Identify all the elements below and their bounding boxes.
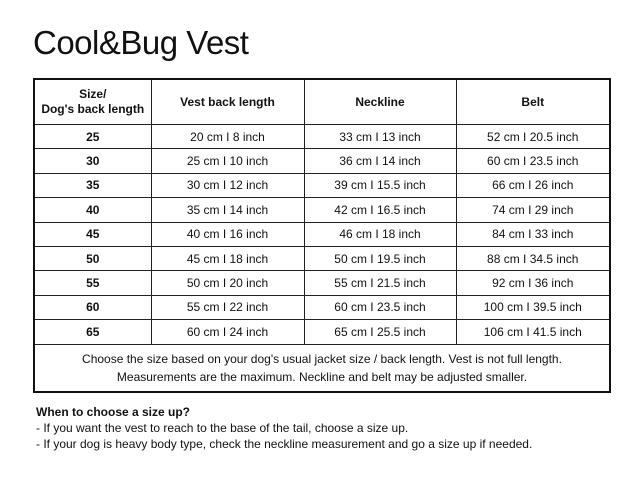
size-cell: 35	[34, 173, 151, 197]
neckline-cell: 42 cm I 16.5 inch	[304, 198, 456, 222]
neckline-cell: 39 cm I 15.5 inch	[304, 173, 456, 197]
table-row	[34, 125, 610, 149]
neckline-cell: 60 cm I 23.5 inch	[304, 295, 456, 319]
vest-cell: 35 cm I 14 inch	[151, 198, 304, 222]
belt-cell: 88 cm I 34.5 inch	[456, 246, 610, 270]
tip-item: - If you want the vest to reach to the base of the tail, choose a size up.	[36, 421, 409, 435]
table-row	[34, 295, 610, 319]
table-row	[34, 173, 610, 197]
neckline-cell: 50 cm I 19.5 inch	[304, 246, 456, 270]
belt-cell: 52 cm I 20.5 inch	[456, 125, 610, 149]
belt-cell: 100 cm I 39.5 inch	[456, 295, 610, 319]
vest-cell: 50 cm I 20 inch	[151, 271, 304, 295]
size-cell: 55	[34, 271, 151, 295]
table-header-row	[34, 79, 610, 125]
size-cell: 50	[34, 246, 151, 270]
belt-cell: 66 cm I 26 inch	[456, 173, 610, 197]
vest-cell: 60 cm I 24 inch	[151, 320, 304, 344]
belt-cell: 92 cm I 36 inch	[456, 271, 610, 295]
size-chart-table	[33, 78, 611, 393]
table-row	[34, 246, 610, 270]
header-size	[34, 79, 151, 125]
table-row	[34, 271, 610, 295]
note-line1: Choose the size based on your dog's usual jacket size / back length. Vest is not full length.	[82, 351, 562, 366]
neckline-cell: 55 cm I 21.5 inch	[304, 271, 456, 295]
neckline-cell: 65 cm I 25.5 inch	[304, 320, 456, 344]
page-title: Cool&Bug Vest	[33, 24, 249, 61]
note-row	[34, 344, 610, 392]
neckline-cell: 33 cm I 13 inch	[304, 125, 456, 149]
tips-heading: When to choose a size up?	[36, 405, 191, 419]
vest-cell: 30 cm I 12 inch	[151, 173, 304, 197]
vest-cell: 40 cm I 16 inch	[151, 222, 304, 246]
header-neckline: Neckline	[304, 79, 456, 125]
header-size-line1: Size/	[79, 87, 107, 101]
table-row	[34, 198, 610, 222]
size-cell: 60	[34, 295, 151, 319]
size-cell: 65	[34, 320, 151, 344]
vest-cell: 20 cm I 8 inch	[151, 125, 304, 149]
size-cell: 45	[34, 222, 151, 246]
belt-cell: 74 cm I 29 inch	[456, 198, 610, 222]
header-vest-back-length: Vest back length	[151, 79, 304, 125]
neckline-cell: 36 cm I 14 inch	[304, 149, 456, 173]
belt-cell: 60 cm I 23.5 inch	[456, 149, 610, 173]
vest-cell: 45 cm I 18 inch	[151, 246, 304, 270]
vest-cell: 55 cm I 22 inch	[151, 295, 304, 319]
neckline-cell: 46 cm I 18 inch	[304, 222, 456, 246]
table-row	[34, 149, 610, 173]
size-note	[34, 344, 610, 392]
vest-cell: 25 cm I 10 inch	[151, 149, 304, 173]
header-belt: Belt	[456, 79, 610, 125]
size-up-tips	[36, 404, 532, 452]
header-size-line2: Dog's back length	[41, 102, 145, 116]
tip-item: - If your dog is heavy body type, check the neckline measurement and go a size up if needed.	[36, 437, 533, 451]
belt-cell: 84 cm I 33 inch	[456, 222, 610, 246]
table-row	[34, 320, 610, 344]
table-row	[34, 222, 610, 246]
size-cell: 40	[34, 198, 151, 222]
note-line2: Measurements are the maximum. Neckline and belt may be adjusted smaller.	[116, 369, 528, 384]
size-cell: 25	[34, 125, 151, 149]
size-cell: 30	[34, 149, 151, 173]
belt-cell: 106 cm I 41.5 inch	[456, 320, 610, 344]
